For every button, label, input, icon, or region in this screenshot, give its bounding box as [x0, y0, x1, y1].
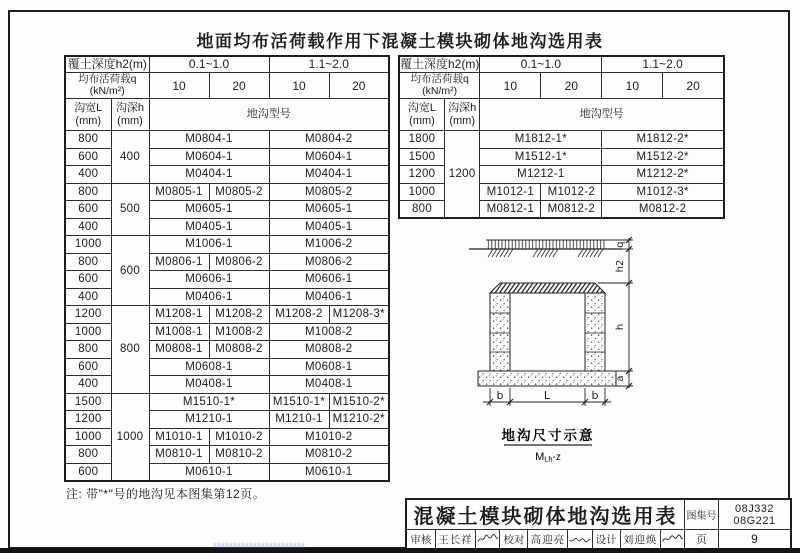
model-cell: M1210-1 — [149, 411, 269, 429]
model-cell: M0408-1 — [149, 376, 269, 394]
trench-width-value: 1000 — [65, 428, 111, 446]
trench-width-value: 400 — [65, 166, 111, 184]
diagram-formula: MLh-z — [535, 451, 561, 464]
model-cell: M1510-1* — [269, 393, 329, 411]
model-cell: M1212-1 — [480, 166, 602, 184]
trench-width-value: 400 — [65, 218, 111, 236]
audit-name: 王长祥 — [435, 530, 475, 548]
trench-width-value: 800 — [65, 183, 111, 201]
check-label: 校对 — [499, 530, 527, 548]
page-title: 地面均布活荷载作用下混凝土模块砌体地沟选用表 — [196, 32, 604, 51]
design-name: 刘迎焕 — [620, 530, 660, 548]
trench-width-value: 1200 — [65, 306, 111, 324]
trench-width-value: 400 — [65, 288, 111, 306]
model-cell: M1006-1 — [149, 236, 269, 254]
hdr-trench-depth: 沟深h (mm) — [444, 99, 479, 131]
title-block-title: 混凝土模块砌体地沟选用表 — [413, 506, 678, 528]
model-cell: M1512-1* — [480, 148, 602, 166]
trench-width-value: 1200 — [399, 166, 444, 184]
trench-depth-value: 800 — [111, 306, 149, 394]
trench-width-value: 600 — [65, 358, 111, 376]
model-cell: M0806-2 — [269, 253, 389, 271]
page-number: 9 — [718, 530, 790, 548]
cover-slab — [490, 283, 605, 293]
model-cell: M0608-1 — [149, 358, 269, 376]
model-cell: M0608-1 — [269, 358, 389, 376]
model-cell: M1012-3* — [602, 183, 724, 201]
hdr-live-load: 均布活荷载q (kN/m²) — [399, 73, 480, 99]
hdr-trench-depth: 沟深h (mm) — [111, 99, 149, 131]
footnote: 注: 带"*"号的地沟见本图集第12页。 — [66, 487, 266, 501]
hdr-trench-width: 沟宽L (mm) — [399, 99, 444, 131]
trench-width-value: 800 — [65, 253, 111, 271]
model-cell: M1210-1 — [269, 411, 329, 429]
title-block — [405, 498, 792, 550]
dim-label-L: L — [543, 389, 551, 402]
trench-depth-value: 1000 — [111, 393, 149, 481]
model-cell: M1008-2 — [269, 323, 389, 341]
hdr-cover-depth: 覆土深度h2(m) — [400, 57, 480, 71]
model-cell: M1006-2 — [269, 236, 389, 254]
model-cell: M1208-3* — [329, 306, 389, 324]
model-cell: M0405-1 — [149, 218, 269, 236]
dim-label-b-left: b — [496, 389, 504, 402]
model-cell: M1208-2 — [209, 306, 269, 324]
hdr-load-value: 20 — [541, 73, 602, 99]
base-slab — [478, 371, 616, 386]
dim-label-h2: h2 — [615, 259, 626, 273]
right-selection-table — [398, 55, 725, 219]
right-wall — [585, 293, 605, 371]
model-cell: M1512-2* — [602, 148, 724, 166]
model-cell: M0808-1 — [149, 341, 209, 359]
model-cell: M0805-2 — [209, 183, 269, 201]
model-cell: M1812-1* — [480, 131, 602, 149]
model-cell: M1812-2* — [602, 131, 724, 149]
model-cell: M0610-1 — [149, 463, 269, 481]
model-cell: M0610-1 — [269, 463, 389, 481]
trench-width-value: 600 — [65, 271, 111, 289]
surface-load-symbol — [469, 240, 622, 257]
page-label: 页 — [684, 530, 718, 548]
model-cell: M0812-2 — [602, 201, 724, 219]
model-cell: M0810-2 — [209, 446, 269, 464]
trench-width-value: 800 — [65, 131, 111, 149]
trench-width-value: 1000 — [399, 183, 444, 201]
model-cell: M1510-2* — [329, 393, 389, 411]
audit-signature — [475, 530, 499, 548]
hdr-load-value: 20 — [209, 73, 269, 99]
model-cell: M1010-1 — [149, 428, 209, 446]
model-cell: M1010-2 — [269, 428, 389, 446]
trench-width-value: 400 — [65, 376, 111, 394]
check-name: 高迎亮 — [527, 530, 567, 548]
hdr-live-load: 均布活荷载q (kN/m²) — [65, 73, 149, 99]
dim-label-h: h — [615, 323, 626, 331]
model-cell: M1212-2* — [602, 166, 724, 184]
trench-depth-value: 600 — [111, 236, 149, 306]
hdr-depth-range: 1.1~2.0 — [269, 56, 389, 73]
audit-label: 审核 — [410, 533, 432, 546]
model-cell: M0604-1 — [269, 148, 389, 166]
model-cell: M0806-2 — [209, 253, 269, 271]
hdr-depth-range: 1.1~2.0 — [602, 56, 724, 73]
trench-depth-value: 400 — [111, 131, 149, 184]
model-cell: M1012-1 — [480, 183, 541, 201]
model-cell: M0606-1 — [149, 271, 269, 289]
model-cell: M0404-1 — [269, 166, 389, 184]
model-cell: M1008-1 — [149, 323, 209, 341]
trench-width-value: 1000 — [65, 236, 111, 254]
diagram-caption: 地沟尺寸示意 — [501, 428, 595, 443]
model-cell: M0808-2 — [209, 341, 269, 359]
model-cell: M0606-1 — [269, 271, 389, 289]
model-cell: M1210-2* — [329, 411, 389, 429]
model-cell: M0405-1 — [269, 218, 389, 236]
model-cell: M0805-2 — [269, 183, 389, 201]
model-cell: M0804-2 — [269, 131, 389, 149]
trench-depth-value: 1200 — [444, 131, 479, 219]
dim-label-b-right: b — [591, 389, 599, 402]
trench-width-value: 1800 — [399, 131, 444, 149]
model-cell: M0404-1 — [149, 166, 269, 184]
trench-cross-section — [478, 283, 616, 386]
hdr-depth-range: 0.1~1.0 — [149, 56, 269, 73]
trench-width-value: 1500 — [399, 148, 444, 166]
model-cell: M0605-1 — [149, 201, 269, 219]
bottom-border-bar — [0, 548, 800, 553]
trench-width-value: 1000 — [65, 323, 111, 341]
trench-width-value: 600 — [65, 201, 111, 219]
model-cell: M1510-1* — [149, 393, 269, 411]
atlas-number-label: 图集号 — [684, 500, 718, 529]
trench-width-value: 600 — [65, 148, 111, 166]
hdr-trench-width: 沟宽L (mm) — [65, 99, 111, 131]
hdr-cover-depth: 覆土深度h2(m) — [65, 56, 149, 73]
model-cell: M0812-2 — [541, 201, 602, 219]
model-cell: M1010-2 — [209, 428, 269, 446]
trench-dimension-diagram — [443, 228, 645, 474]
model-cell: M0408-1 — [269, 376, 389, 394]
trench-width-value: 600 — [65, 463, 111, 481]
dim-label-q: q — [615, 241, 626, 248]
model-cell: M0810-1 — [149, 446, 209, 464]
left-selection-table — [64, 55, 390, 482]
model-cell: M1012-2 — [541, 183, 602, 201]
hdr-load-value: 10 — [602, 73, 663, 99]
model-cell: M0406-1 — [269, 288, 389, 306]
trench-width-value: 800 — [65, 341, 111, 359]
trench-width-value: 1500 — [65, 393, 111, 411]
trench-width-value: 1200 — [65, 411, 111, 429]
atlas-number-value: 08J332 08G221 — [718, 500, 790, 529]
left-wall — [490, 293, 510, 371]
model-cell: M0806-1 — [149, 253, 209, 271]
model-cell: M1208-2 — [269, 306, 329, 324]
model-cell: M1008-2 — [209, 323, 269, 341]
dim-label-a: a — [615, 375, 626, 382]
model-cell: M0805-1 — [149, 183, 209, 201]
trench-width-value: 800 — [65, 446, 111, 464]
model-cell: M0406-1 — [149, 288, 269, 306]
model-cell: M1208-1 — [149, 306, 209, 324]
hdr-depth-range: 0.1~1.0 — [480, 56, 602, 73]
trench-depth-value: 500 — [111, 183, 149, 236]
model-cell: M0810-2 — [269, 446, 389, 464]
check-signature — [567, 530, 591, 548]
model-cell: M0605-1 — [269, 201, 389, 219]
hdr-model-type: 地沟型号 — [149, 99, 389, 131]
hdr-load-value: 10 — [480, 73, 541, 99]
design-label: 设计 — [592, 530, 620, 548]
design-signature — [660, 530, 684, 548]
model-cell: M0604-1 — [149, 148, 269, 166]
model-cell: M0812-1 — [480, 201, 541, 219]
model-cell: M0808-2 — [269, 341, 389, 359]
hdr-load-value: 10 — [269, 73, 329, 99]
hdr-model-type: 地沟型号 — [480, 99, 724, 131]
trench-width-value: 800 — [399, 201, 444, 219]
soil-hatch — [488, 249, 603, 257]
hdr-load-value: 20 — [663, 73, 724, 99]
hdr-load-value: 10 — [149, 73, 209, 99]
hdr-load-value: 20 — [329, 73, 389, 99]
model-cell: M0804-1 — [149, 131, 269, 149]
